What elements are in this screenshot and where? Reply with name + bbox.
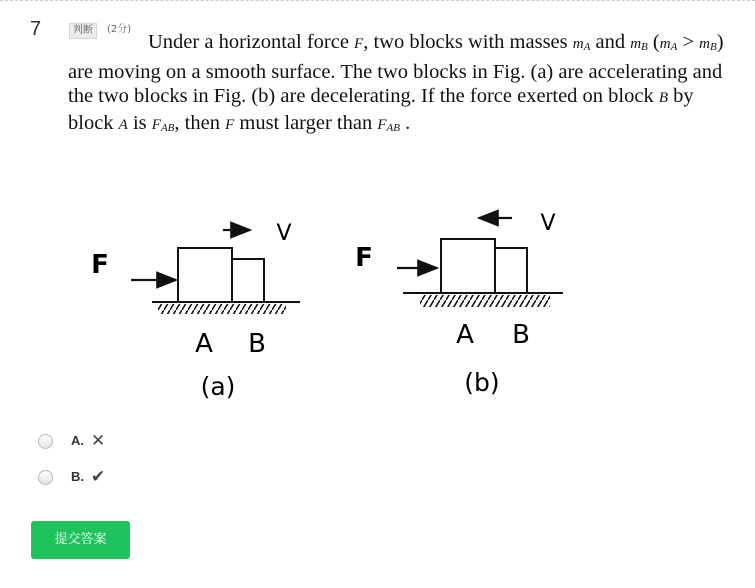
block-B-a <box>232 259 264 302</box>
option-a-radio[interactable] <box>38 434 53 449</box>
question-number: 7 <box>30 18 42 40</box>
option-b-radio[interactable] <box>38 470 53 485</box>
surface-hatch-b <box>420 295 550 307</box>
submit-answer-button[interactable]: 提交答案 <box>31 521 130 559</box>
option-a-label: A. <box>71 433 84 448</box>
blocks-diagram <box>80 200 600 410</box>
question-type-tag: 判断 <box>69 23 97 39</box>
caption-b: (b) <box>464 368 500 397</box>
option-b-label: B. <box>71 469 84 484</box>
block-label-B-a: B <box>248 329 266 359</box>
velocity-label-b: V <box>540 211 556 236</box>
block-B-b <box>495 248 527 293</box>
block-A-b <box>441 239 495 293</box>
block-label-B-b: B <box>512 320 530 350</box>
force-label-b: F <box>355 243 373 273</box>
check-icon: ✔ <box>91 467 106 487</box>
caption-a: (a) <box>200 372 236 401</box>
block-label-A-a: A <box>195 329 213 359</box>
figure-a <box>91 221 300 401</box>
block-label-A-b: A <box>456 320 474 350</box>
figure-b <box>355 211 563 397</box>
top-divider <box>0 0 755 1</box>
force-label-a: F <box>91 250 109 280</box>
question-score: (2分) <box>107 24 132 35</box>
block-A-a <box>178 248 232 302</box>
velocity-label-a: V <box>276 221 292 246</box>
physics-figure <box>80 200 600 415</box>
cross-icon: ✕ <box>91 431 106 451</box>
question-stem: Under a horizontal force F, two blocks with masses $m_A$ and $m_B$ $(m_A > m_B)$ are moving on a smooth surface. The two blocks in Fig. (a) are accelerating and the two blocks in Fig. (b) are decelerating. If the force exerted on block B by block A is $F_{AB}$, then F must larger than $F_{AB}$ . <box>68 31 724 134</box>
surface-hatch-a <box>158 304 286 314</box>
